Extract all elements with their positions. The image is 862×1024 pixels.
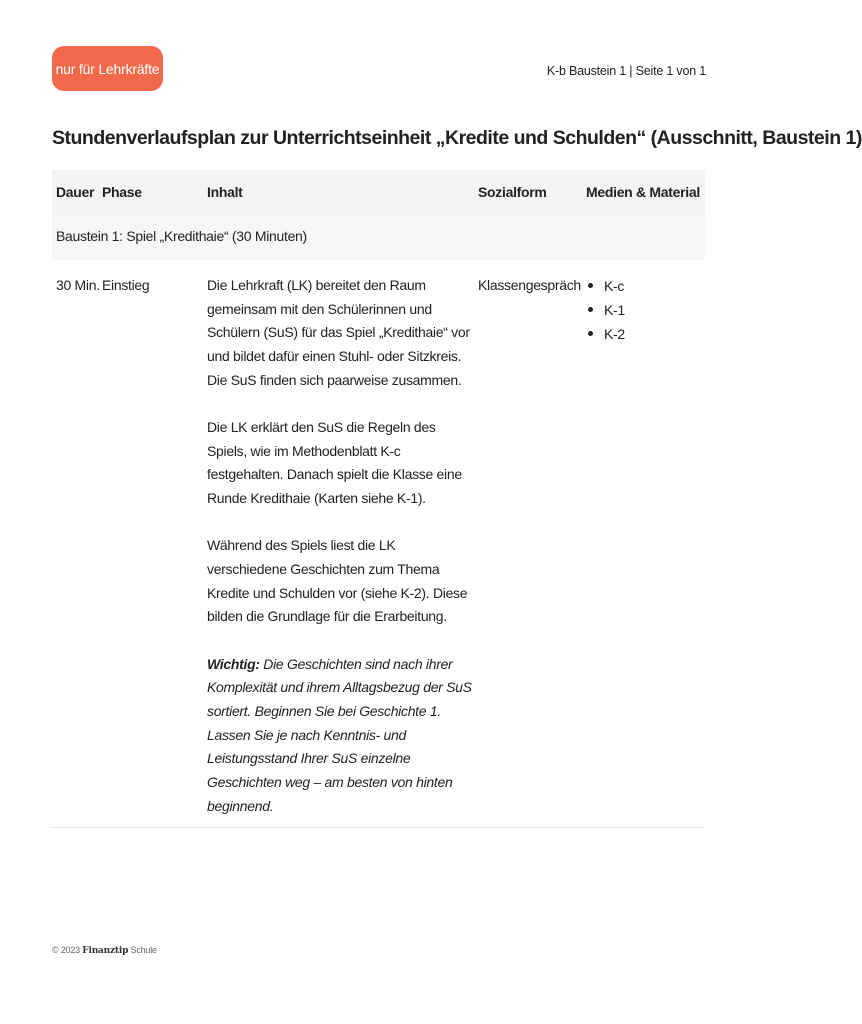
brand-logo: Finanztip — [82, 946, 129, 956]
content-paragraph: Während des Spiels liest die LK verschiedene Geschichten zum Thema Kredite und Schulden vor (siehe K-2). Diese bilden die Grundlage für die Erarbeitung. — [207, 537, 468, 625]
cell-medien — [586, 260, 705, 827]
header-dauer: Dauer — [56, 184, 95, 200]
media-list — [586, 274, 705, 346]
brand-suffix: Schule — [130, 945, 157, 955]
header-inhalt: Inhalt — [207, 184, 243, 200]
note-label: Wichtig: — [207, 655, 260, 672]
note-text: Die Geschichten sind nach ihrer Komplexität und ihrem Alltagsbezug der SuS sortiert. Beginnen Sie bei Geschichte 1. Lassen Sie je nach Kenntnis- und Leistungsstand Ihrer SuS einzelne Geschichten weg – am besten von hinten beginnend. — [207, 655, 472, 814]
cell-inhalt — [207, 260, 478, 827]
section-label: Baustein 1: Spiel „Kredithaie“ (30 Minuten) — [56, 228, 307, 244]
cell-sozialform: Klassengespräch — [478, 277, 581, 293]
header-medien: Medien & Material — [586, 184, 700, 200]
header-sozialform: Sozialform — [478, 184, 547, 200]
page-info: K-b Baustein 1 | Seite 1 von 1 — [546, 64, 706, 78]
header-phase: Phase — [102, 184, 142, 200]
lesson-plan-table — [52, 170, 705, 828]
section-row — [52, 216, 705, 260]
footer — [52, 945, 157, 956]
table-row — [52, 260, 705, 827]
teacher-only-badge: nur für Lehrkräfte — [52, 46, 163, 91]
cell-phase: Einstieg — [102, 277, 150, 293]
content-paragraph: Die LK erklärt den SuS die Regeln des Spiels, wie im Methodenblatt K-c festgehalten. Danach spielt die Klasse eine Runde Kredithaie (Karten siehe K-1). — [207, 419, 462, 507]
important-note — [207, 653, 474, 819]
copyright: © 2023 — [52, 945, 80, 955]
content-paragraph: Die Lehrkraft (LK) bereitet den Raum gemeinsam mit den Schülerinnen und Schülern (SuS) für das Spiel „Kredithaie“ vor und bildet dafür einen Stuhl- oder Sitzkreis. Die SuS finden sich paarweise zusammen. — [207, 277, 470, 388]
list-item: K-1 — [586, 298, 705, 322]
list-item: K-2 — [586, 322, 705, 346]
list-item: K-c — [586, 274, 705, 298]
table-header-row — [52, 170, 705, 216]
page-title: Stundenverlaufsplan zur Unterrichtseinheit „Kredite und Schulden“ (Ausschnitt, Baustein 1) — [52, 127, 862, 149]
cell-dauer: 30 Min. — [56, 277, 100, 293]
